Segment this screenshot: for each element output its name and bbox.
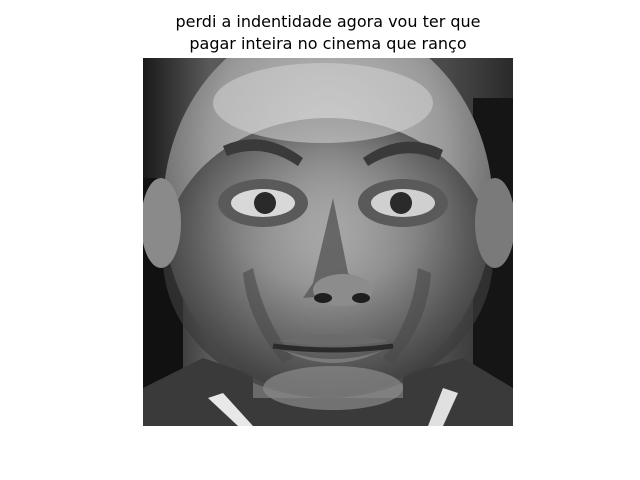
forehead-highlight <box>213 63 433 143</box>
face-photo <box>143 58 513 426</box>
title-line-1: perdi a indentidade agora vou ter que <box>175 12 481 31</box>
chin <box>263 366 403 410</box>
title-line-2: pagar inteira no cinema que ranço <box>189 34 467 53</box>
left-iris <box>254 192 276 214</box>
left-nostril <box>314 293 332 303</box>
right-nostril <box>352 293 370 303</box>
right-iris <box>390 192 412 214</box>
figure-title <box>0 11 640 55</box>
